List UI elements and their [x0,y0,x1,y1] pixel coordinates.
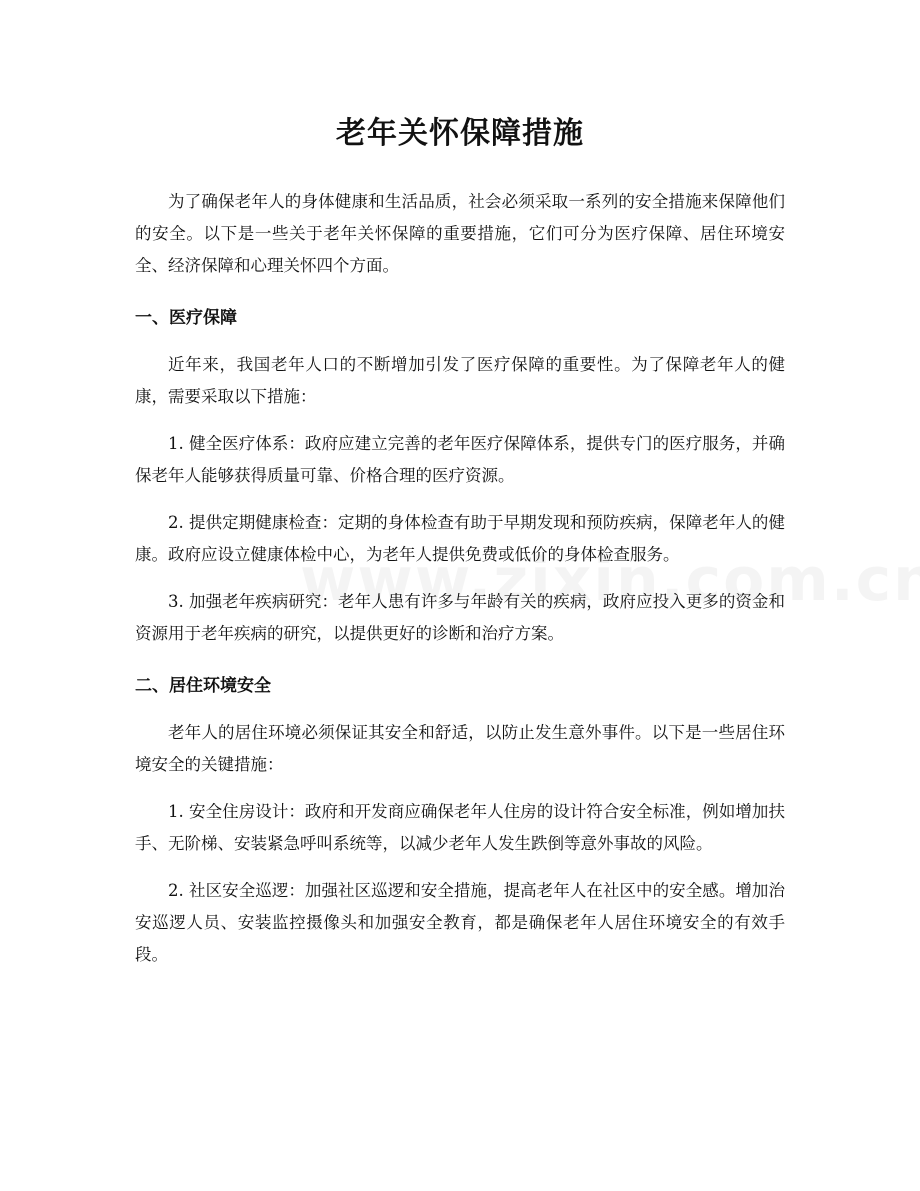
list-item: 2. 社区安全巡逻：加强社区巡逻和安全措施，提高老年人在社区中的安全感。增加治安巡逻人员、安装监控摄像头和加强安全教育，都是确保老年人居住环境安全的有效手段。 [135,881,785,964]
intro-paragraph: 为了确保老年人的身体健康和生活品质，社会必须采取一系列的安全措施来保障他们的安全。以下是一些关于老年关怀保障的重要措施，它们可分为医疗保障、居住环境安全、经济保障和心理关怀四个方面。 [135,192,785,275]
list-item: 2. 提供定期健康检查：定期的身体检查有助于早期发现和预防疾病，保障老年人的健康。政府应设立健康体检中心，为老年人提供免费或低价的身体检查服务。 [135,513,785,564]
section-heading-housing: 二、居住环境安全 [135,676,271,696]
section-lead-housing: 老年人的居住环境必须保证其安全和舒适，以防止发生意外事件。以下是一些居住环境安全的关键措施： [135,723,785,774]
section-lead-medical: 近年来，我国老年人口的不断增加引发了医疗保障的重要性。为了保障老年人的健康，需要采取以下措施： [135,355,785,406]
list-item: 1. 健全医疗体系：政府应建立完善的老年医疗保障体系，提供专门的医疗服务，并确保老年人能够获得质量可靠、价格合理的医疗资源。 [135,434,785,485]
document-page [135,0,785,971]
section-heading-medical: 一、医疗保障 [135,308,237,328]
list-item: 3. 加强老年疾病研究：老年人患有许多与年龄有关的疾病，政府应投入更多的资金和资源用于老年疾病的研究，以提供更好的诊断和治疗方案。 [135,592,785,643]
document-title: 老年关怀保障措施 [336,116,584,151]
list-item: 1. 安全住房设计：政府和开发商应确保老年人住房的设计符合安全标准，例如增加扶手、无阶梯、安装紧急呼叫系统等，以减少老年人发生跌倒等意外事故的风险。 [135,802,785,853]
